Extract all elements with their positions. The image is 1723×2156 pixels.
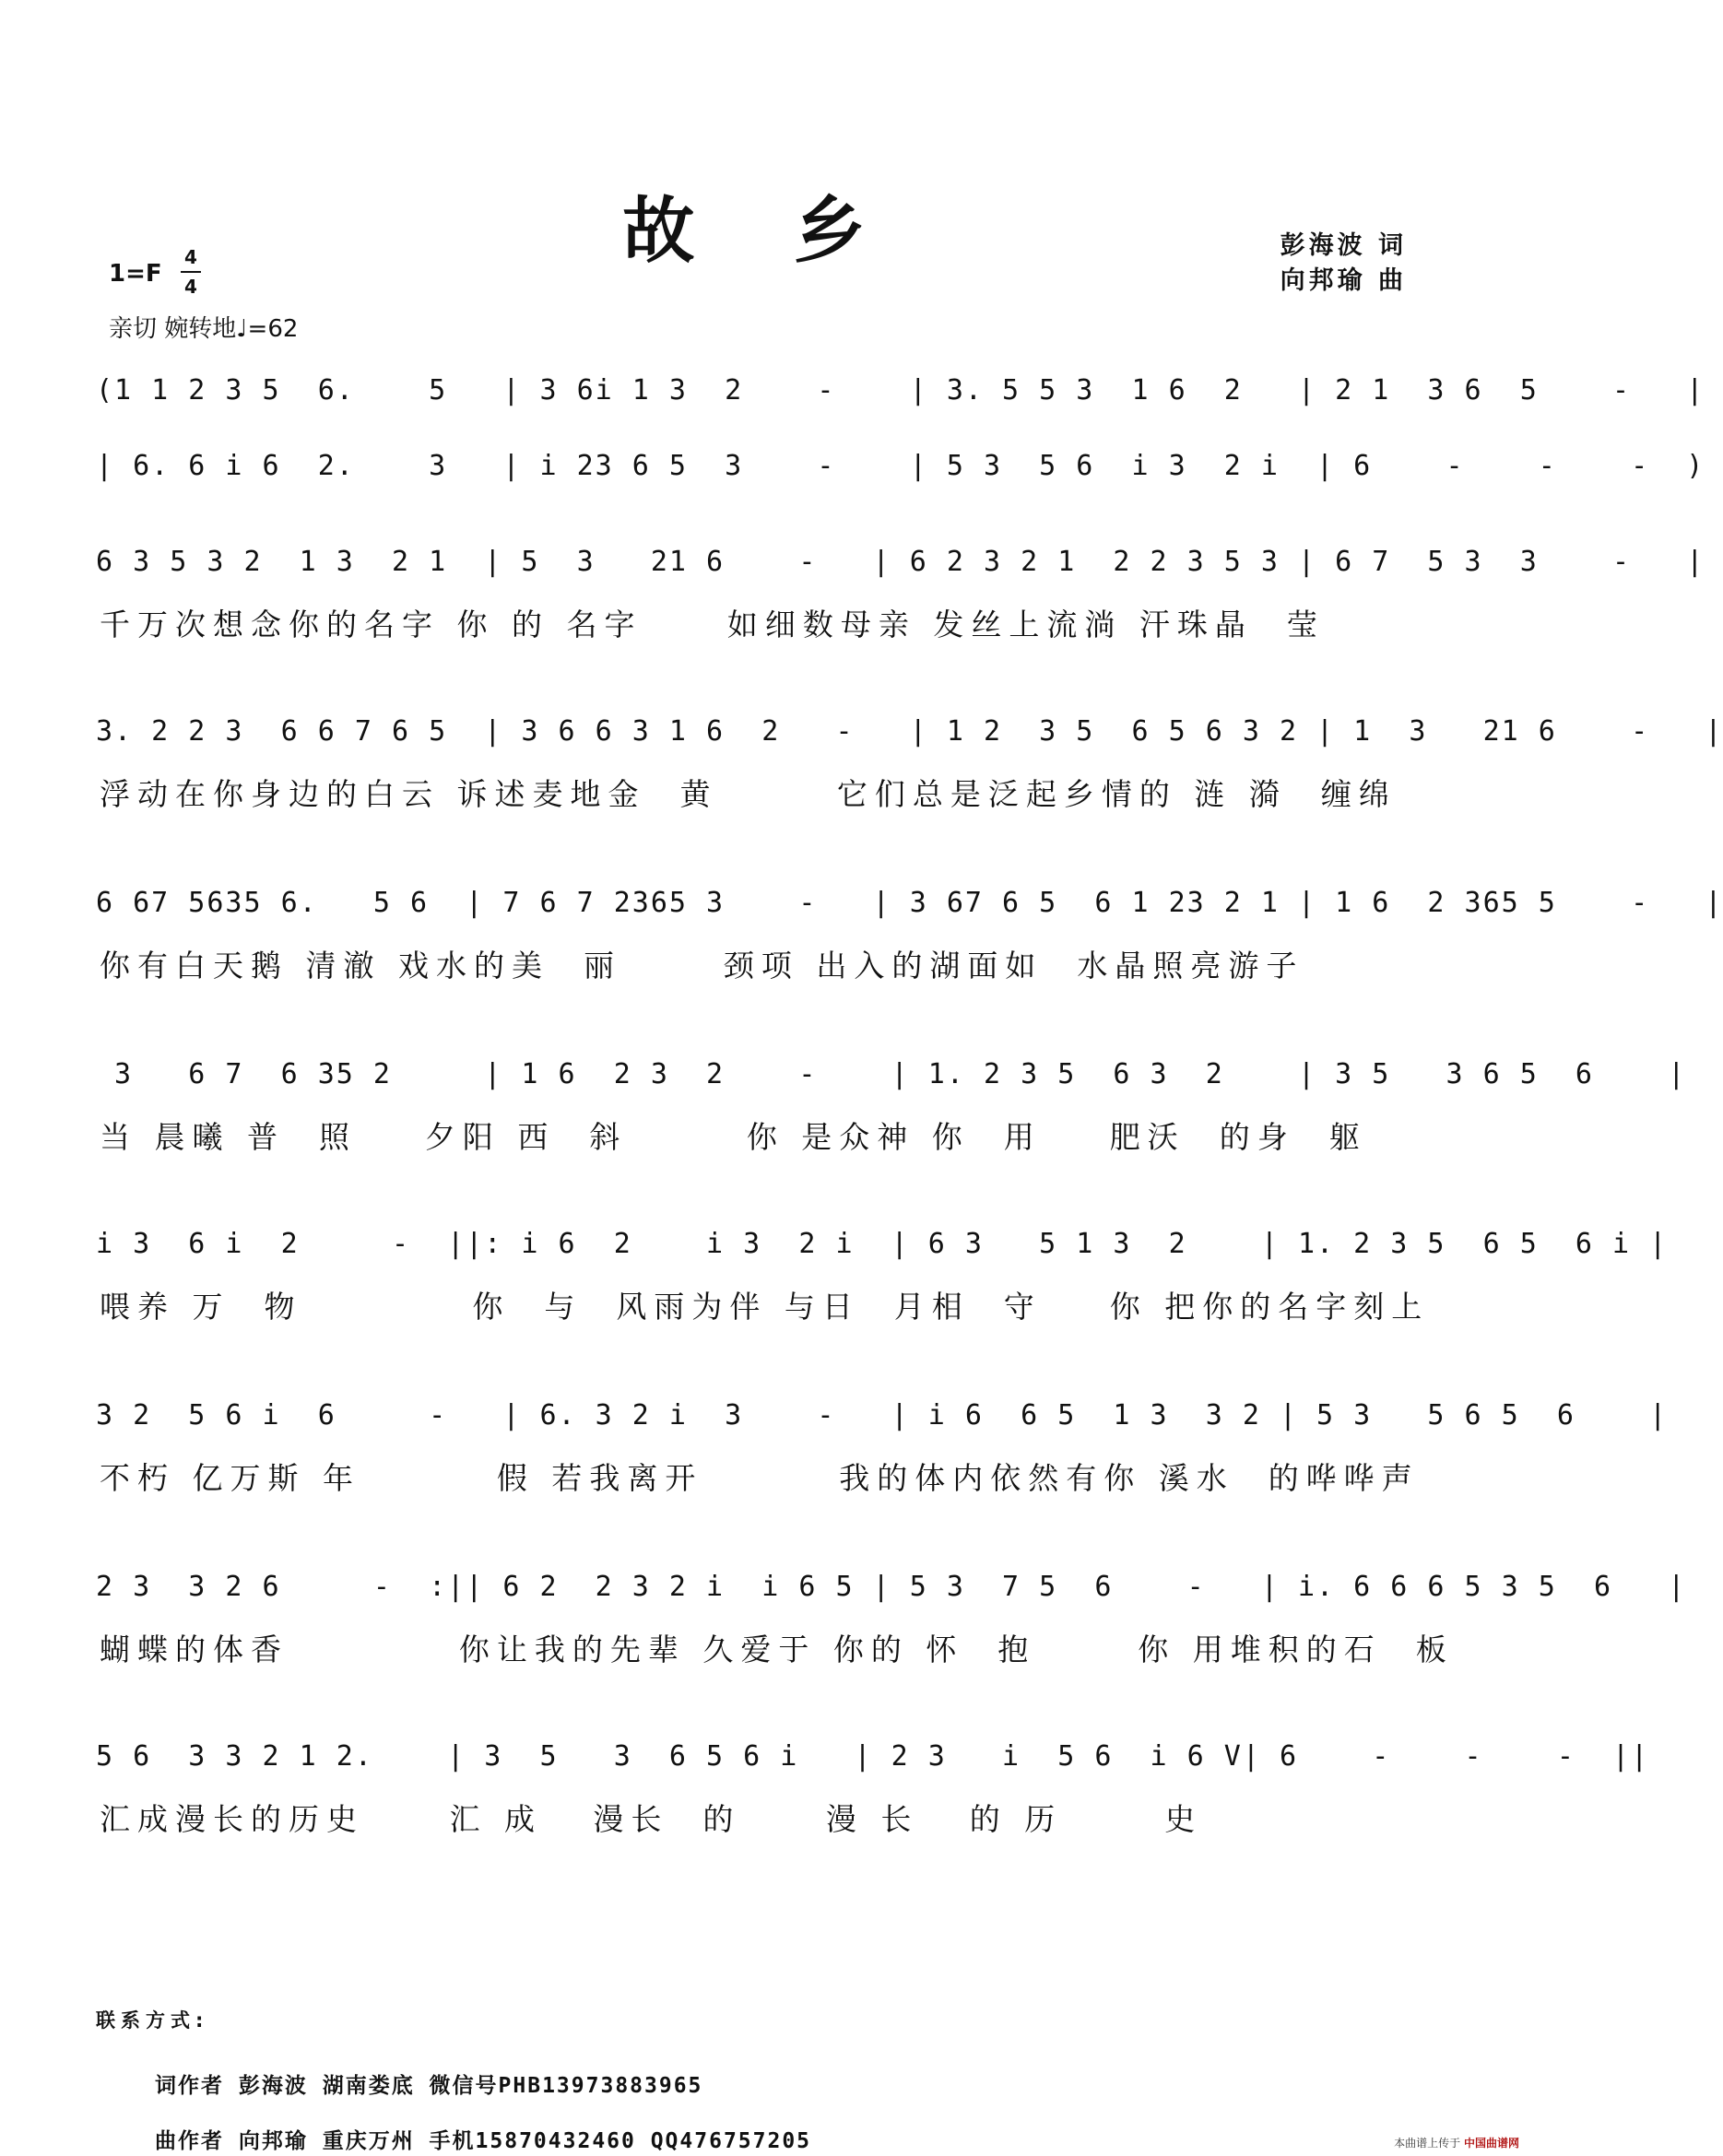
time-signature-top: 4 <box>184 246 197 268</box>
watermark <box>1394 2135 1519 2150</box>
lyric-line: 浮动在你身边的白云 诉述麦地金 黄 它们总是泛起乡情的 涟 漪 缠绵 <box>100 776 1397 812</box>
time-signature-bottom: 4 <box>181 271 201 300</box>
composer-credit: 向邦瑜 曲 <box>1280 266 1407 295</box>
notation-line: | 6. 6 i 6 2. 3 | i 23 6 5 3 - | 5 3 5 6 i 3 2 i | 6 - - - ) <box>96 450 1705 482</box>
notation-line: 2 3 3 2 6 - :|| 6 2 2 3 2 i i 6 5 | 5 3 7 5 6 - | i. 6 6 6 5 3 5 6 | <box>96 1571 1687 1603</box>
key-signature: 1=F <box>109 260 162 288</box>
notation-line: 5 6 3 3 2 1 2. | 3 5 3 6 5 6 i | 2 3 i 5 6 i 6 V| 6 - - - || <box>96 1740 1650 1773</box>
notation-line: 6 3 5 3 2 1 3 2 1 | 5 3 21 6 - | 6 2 3 2 1 2 2 3 5 3 | 6 7 5 3 3 - | <box>96 546 1705 578</box>
page-title: 故 乡 <box>622 189 903 273</box>
lyric-line: 你有白天鹅 清澈 戏水的美 丽 颈项 出入的湖面如 水晶照亮游子 <box>100 948 1304 984</box>
time-signature <box>181 243 201 300</box>
watermark-prefix: 本曲谱上传于 <box>1394 2137 1461 2150</box>
watermark-site: 中国曲谱网 <box>1463 2137 1519 2150</box>
notation-line: 3. 2 2 3 6 6 7 6 5 | 3 6 6 3 1 6 2 - | 1 2 3 5 6 5 6 3 2 | 1 3 21 6 - | <box>96 715 1723 748</box>
composer-contact: 曲作者 向邦瑜 重庆万州 手机15870432460 QQ476757205 <box>155 2129 812 2153</box>
notation-line: 3 2 5 6 i 6 - | 6. 3 2 i 3 - | i 6 6 5 1 3 3 2 | 5 3 5 6 5 6 | <box>96 1399 1669 1431</box>
lyricist-contact: 词作者 彭海波 湖南娄底 微信号PHB13973883965 <box>155 2074 703 2098</box>
notation-line: i 3 6 i 2 - ||: i 6 2 i 3 2 i | 6 3 5 1 3 2 | 1. 2 3 5 6 5 6 i | <box>96 1228 1669 1260</box>
lyric-line: 喂养 万 物 你 与 风雨为伴 与日 月相 守 你 把你的名字刻上 <box>100 1289 1430 1325</box>
contact-heading: 联系方式: <box>96 2009 209 2032</box>
lyric-line: 蝴蝶的体香 你让我的先辈 久爱于 你的 怀 抱 你 用堆积的石 板 <box>100 1632 1454 1667</box>
notation-line: 6 67 5635 6. 5 6 | 7 6 7 2365 3 - | 3 67 6 5 6 1 23 2 1 | 1 6 2 365 5 - | <box>96 887 1723 919</box>
lyric-line: 当 晨曦 普 照 夕阳 西 斜 你 是众神 你 用 肥沃 的身 躯 <box>100 1119 1367 1155</box>
lyric-line: 千万次想念你的名字 你 的 名字 如细数母亲 发丝上流淌 汗珠晶 莹 <box>100 607 1325 642</box>
notation-line: 3 6 7 6 35 2 | 1 6 2 3 2 - | 1. 2 3 5 6 3 2 | 3 5 3 6 5 6 | <box>96 1058 1687 1090</box>
lyricist-credit: 彭海波 词 <box>1280 231 1407 260</box>
tempo-marking: 亲切 婉转地♩=62 <box>109 315 299 343</box>
lyric-line: 不朽 亿万斯 年 假 若我离开 我的体内依然有你 溪水 的哗哗声 <box>100 1460 1420 1496</box>
lyric-line: 汇成漫长的历史 汇 成 漫长 的 漫 长 的 历 史 <box>100 1801 1203 1837</box>
notation-line: (1 1 2 3 5 6. 5 | 3 6i 1 3 2 - | 3. 5 5 3 1 6 2 | 2 1 3 6 5 - | <box>96 374 1705 406</box>
